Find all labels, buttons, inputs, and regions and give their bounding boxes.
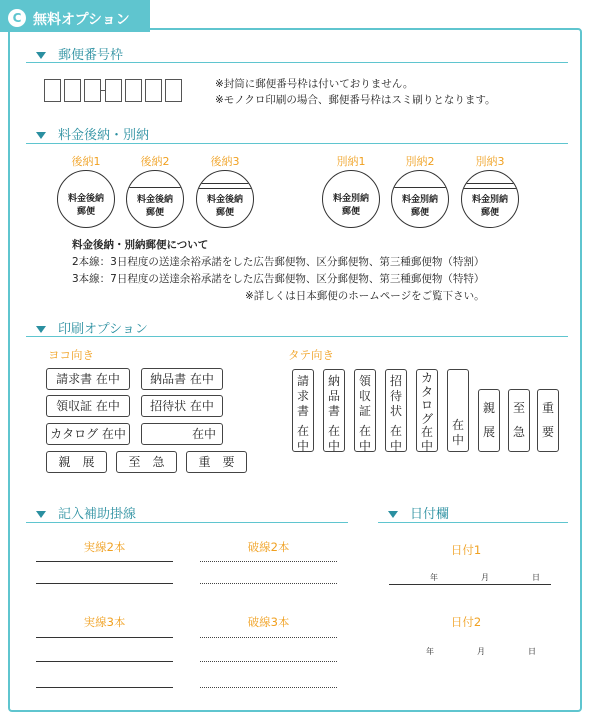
vstamp-shinten[interactable]: 親 展 <box>478 389 500 452</box>
triangle-down-icon <box>388 511 398 518</box>
triangle-down-icon <box>36 511 46 518</box>
date1-day: 日 <box>532 573 540 582</box>
dotted-line <box>200 561 337 562</box>
date2-year: 年 <box>426 647 434 656</box>
triangle-down-icon <box>36 326 46 333</box>
postal-box <box>125 79 142 102</box>
vstamp-seikyusho[interactable]: 請 求 書 在 中 <box>292 369 314 452</box>
fee-mark-betsuno1: 料金別納 郵便 <box>322 170 380 228</box>
fee-mark-kouno2: 料金後納 郵便 <box>126 170 184 228</box>
guide-heading: 記入補助掛線 <box>36 503 136 522</box>
date2-month: 月 <box>477 647 485 656</box>
fee-label-kouno2: 後納2 <box>140 155 170 168</box>
fee-label-betsuno1: 別納1 <box>336 155 366 168</box>
stamp-juyo[interactable]: 重 要 <box>186 451 247 473</box>
solid-line <box>36 583 173 584</box>
vstamp-ryoshusho[interactable]: 領 収 証 在 中 <box>354 369 376 452</box>
section-badge: C <box>8 9 26 27</box>
fee-mark-betsuno2: 料金別納 郵便 <box>391 170 449 228</box>
stamp-nohinsho[interactable]: 納品書 在中 <box>141 368 223 390</box>
fees-note-line-1: 2本線：3日程度の送達余裕承諾をした広告郵便物、区分郵便物、第三種郵便物（特割） <box>72 256 485 268</box>
vstamp-nohinsho[interactable]: 納 品 書 在 中 <box>323 369 345 452</box>
yoko-label: ヨコ向き <box>48 348 94 362</box>
fees-heading: 料金後納・別納 <box>36 124 149 143</box>
stamp-ryoshusho[interactable]: 領収証 在中 <box>46 395 130 417</box>
solid-line <box>36 687 173 688</box>
solid-line <box>36 561 173 562</box>
date1-line <box>389 584 551 585</box>
date1-year: 年 <box>430 573 438 582</box>
vstamp-catalog[interactable]: カ タ ロ グ 在 中 <box>416 369 438 452</box>
print-rule <box>26 336 568 337</box>
dotted-line <box>200 583 337 584</box>
print-heading: 印刷オプション <box>36 318 148 337</box>
stamp-seikyusho[interactable]: 請求書 在中 <box>46 368 130 390</box>
vstamp-zaichu[interactable]: 在 中 <box>447 369 469 452</box>
solid-line <box>36 661 173 662</box>
fee-label-betsuno2: 別納2 <box>405 155 435 168</box>
fee-mark-betsuno3: 料金別納 郵便 <box>461 170 519 228</box>
vstamp-shotaijo[interactable]: 招 待 状 在 中 <box>385 369 407 452</box>
stamp-zaichu[interactable]: 在中 <box>141 423 223 445</box>
postal-box <box>84 79 101 102</box>
guide-rule <box>26 522 348 523</box>
date2-label: 日付2 <box>450 615 482 629</box>
fee-mark-kouno3: 料金後納 郵便 <box>196 170 254 228</box>
dotted-line <box>200 687 337 688</box>
postal-box <box>105 79 122 102</box>
postal-box <box>64 79 81 102</box>
solid-line <box>36 637 173 638</box>
fee-label-betsuno3: 別納3 <box>475 155 505 168</box>
postal-note-2: ※モノクロ印刷の場合、郵便番号枠はスミ刷りとなります。 <box>215 94 496 106</box>
triangle-down-icon <box>36 132 46 139</box>
date-heading: 日付欄 <box>388 503 449 522</box>
triangle-down-icon <box>36 52 46 59</box>
vstamp-shikyu[interactable]: 至 急 <box>508 389 530 452</box>
fees-note-line-2: 3本線：7日程度の送達余裕承諾をした広告郵便物、区分郵便物、第三種郵便物（特特） <box>72 273 485 285</box>
date1-label: 日付1 <box>450 543 482 557</box>
dotted2-label: 破線2本 <box>247 540 290 554</box>
fee-mark-kouno1: 料金後納 郵便 <box>57 170 115 228</box>
stamp-shinten[interactable]: 親 展 <box>46 451 107 473</box>
fees-note-title: 料金後納・別納郵便について <box>72 239 209 251</box>
solid3-label: 実線3本 <box>83 615 126 629</box>
date2-day: 日 <box>528 647 536 656</box>
postal-box <box>165 79 182 102</box>
dotted-line <box>200 637 337 638</box>
tate-label: タテ向き <box>288 348 334 362</box>
postal-heading: 郵便番号枠 <box>36 44 123 63</box>
postal-rule <box>26 62 568 63</box>
header-title: 無料オプション <box>33 12 130 28</box>
solid2-label: 実線2本 <box>83 540 126 554</box>
date-rule <box>378 522 568 523</box>
dotted3-label: 破線3本 <box>247 615 290 629</box>
fee-label-kouno3: 後納3 <box>210 155 240 168</box>
dotted-line <box>200 661 337 662</box>
stamp-shotaijo[interactable]: 招待状 在中 <box>141 395 223 417</box>
date1-month: 月 <box>481 573 489 582</box>
fees-note-ref: ※詳しくは日本郵便のホームページをご覧下さい。 <box>245 290 485 302</box>
stamp-catalog[interactable]: カタログ 在中 <box>46 423 130 445</box>
stamp-shikyu[interactable]: 至 急 <box>116 451 177 473</box>
postal-box <box>145 79 162 102</box>
vstamp-juyo[interactable]: 重 要 <box>537 389 559 452</box>
postal-note-1: ※封筒に郵便番号枠は付いておりません。 <box>215 78 414 90</box>
fees-rule <box>26 143 568 144</box>
postal-box <box>44 79 61 102</box>
fee-label-kouno1: 後納1 <box>71 155 101 168</box>
